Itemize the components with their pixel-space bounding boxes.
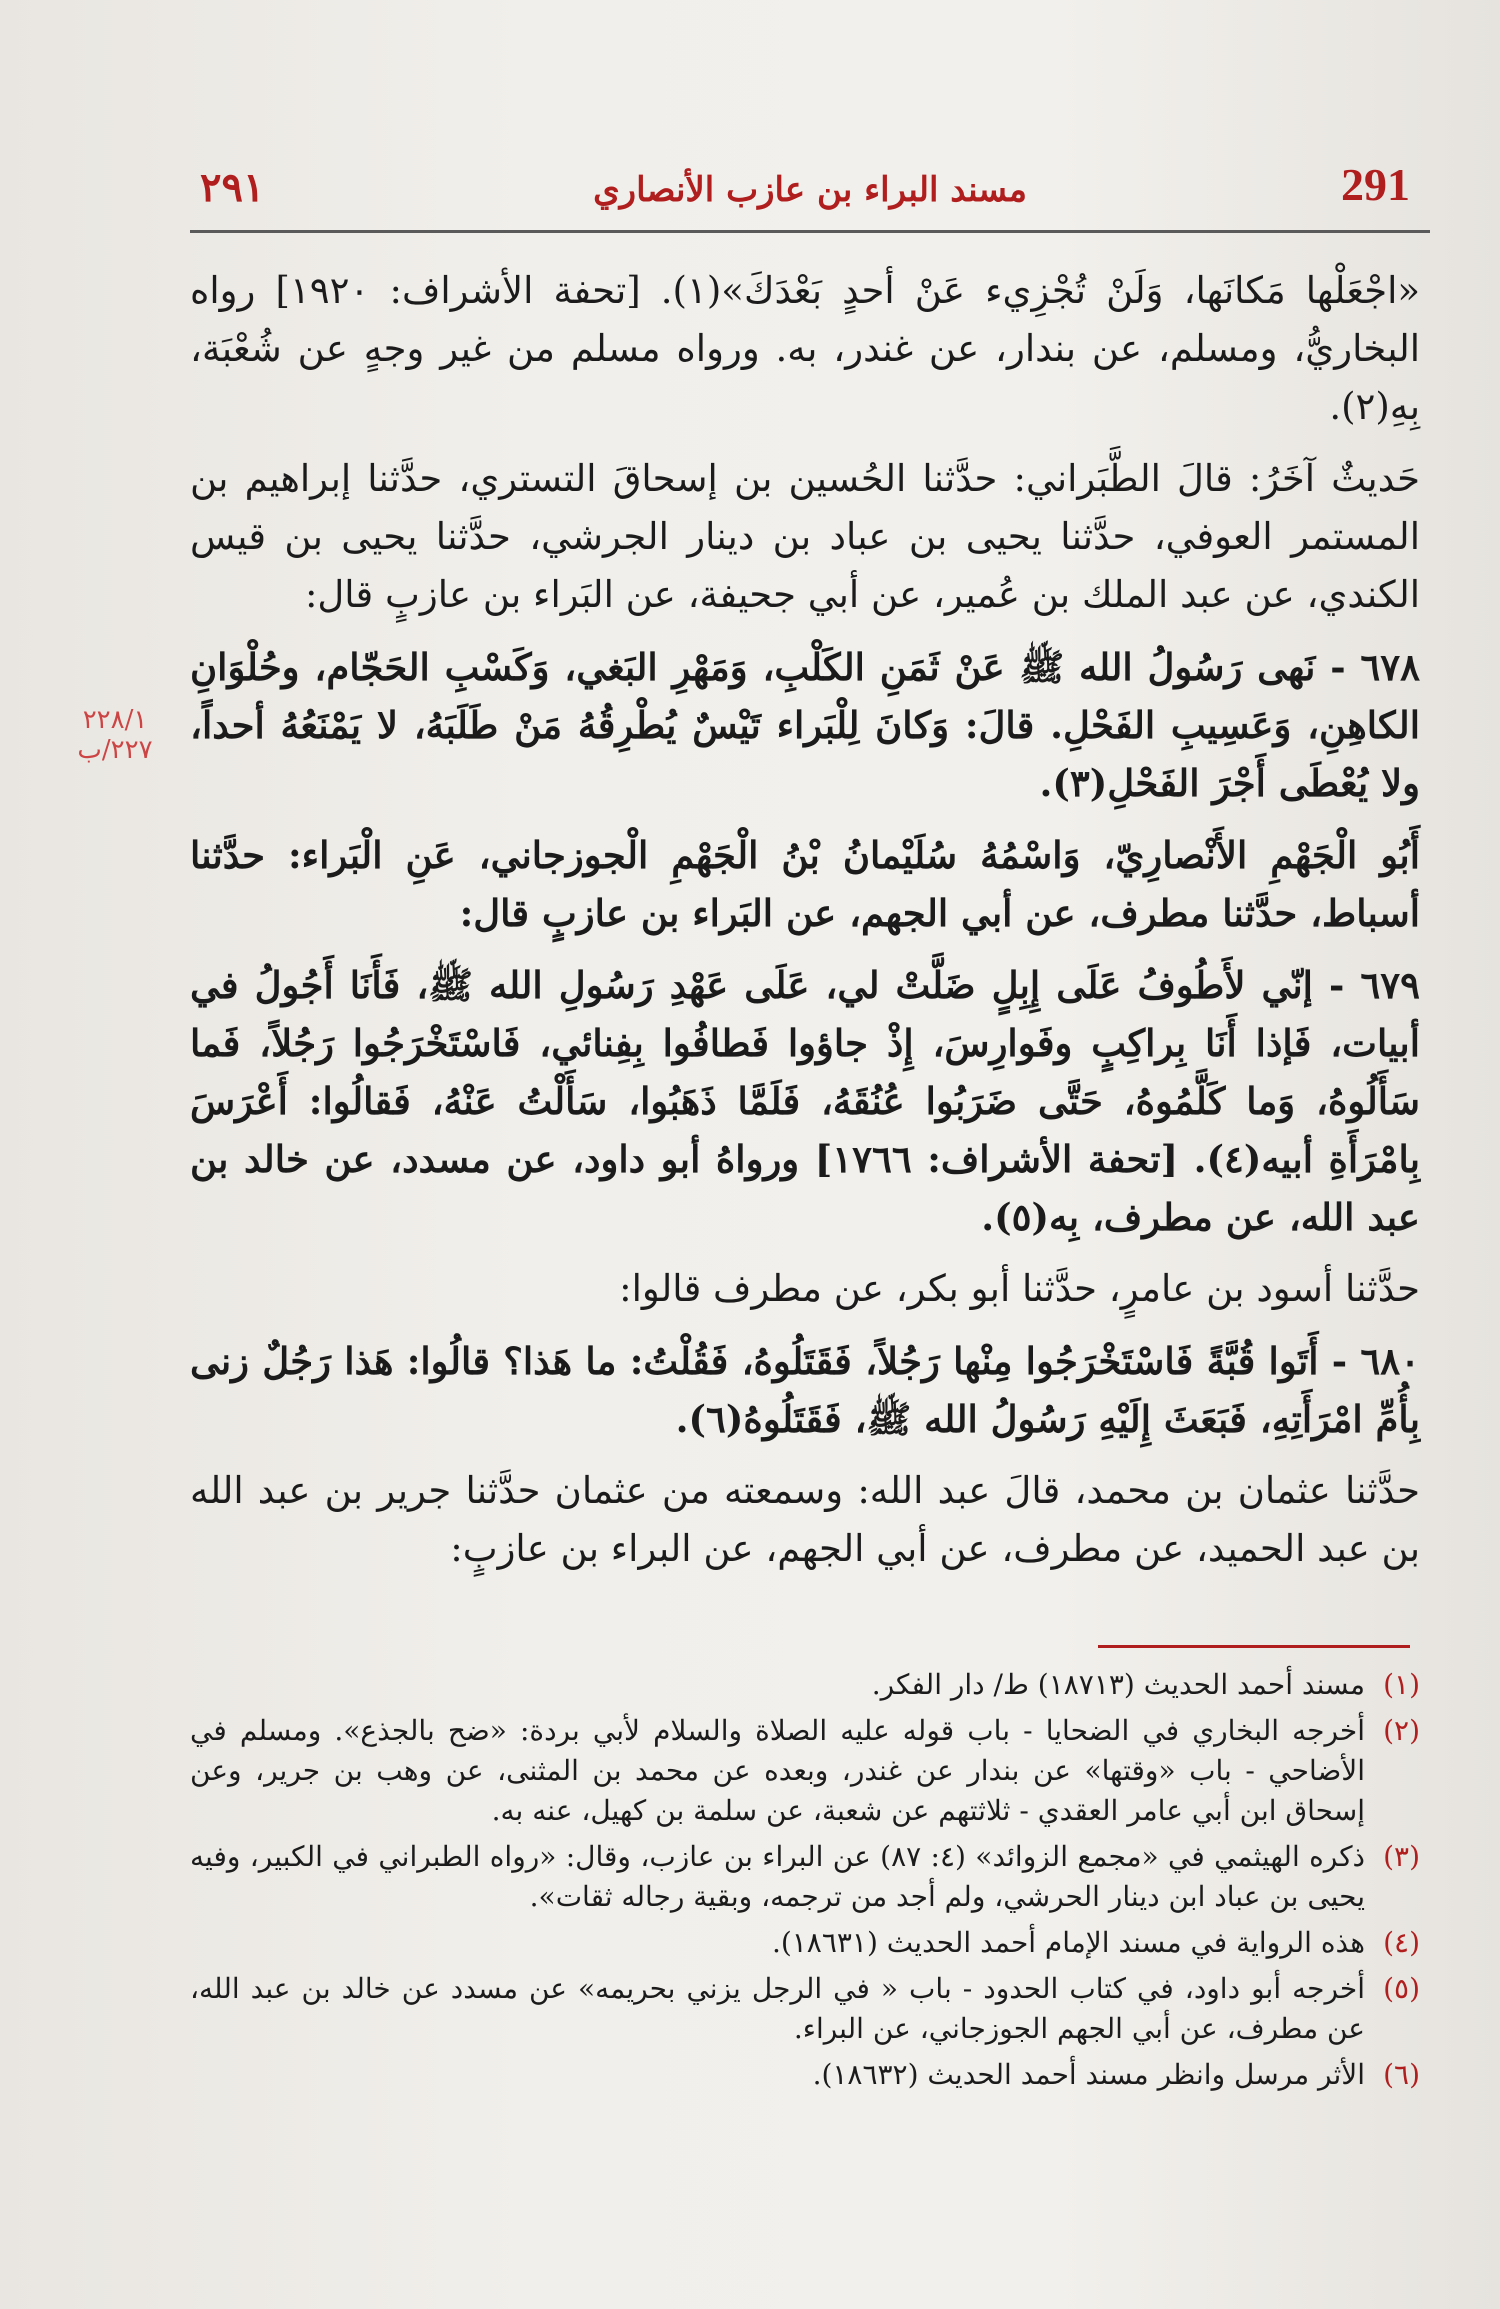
margin-note: ٢٢٨/١ ٢٢٧/ب — [77, 705, 153, 765]
footnote-text: الأثر مرسل وانظر مسند أحمد الحديث (١٨٦٣٢). — [812, 2058, 1365, 2091]
footnote — [190, 1837, 1420, 1917]
footnote-divider — [1098, 1645, 1410, 1648]
footnote-number: (٣) — [1383, 1840, 1420, 1873]
footnote-number: (٢) — [1383, 1714, 1420, 1747]
footnotes — [190, 1665, 1420, 2101]
paragraph: حدَّثنا أسود بن عامرٍ، حدَّثنا أبو بكر، عن مطرف قالوا: — [619, 1267, 1420, 1310]
footnote-text: أخرجه أبو داود، في كتاب الحدود - باب « في الرجل يزني بحريمه» عن مسدد عن خالد بن عبد الله، عن مطرف، عن أبي الجهم الجوزجاني، عن البراء. — [190, 1972, 1365, 2045]
footnote — [190, 1923, 1420, 1963]
footnote-text: هذه الرواية في مسند الإمام أحمد الحديث (١٨٦٣١). — [771, 1926, 1365, 1959]
hadith-680: ٦٨٠ - أَتَوا قُبَّةً فَاسْتَخْرَجُوا مِنْها رَجُلاً، فَقَتَلُوهُ، فَقُلْتُ: ما هَذا؟ قالُوا: هَذا رَجُلٌ زنى بِأُمِّ امْرَأَتِهِ، فَبَعَثَ إِلَيْهِ رَسُولُ الله ﷺ، فَقَتَلُوهُ(٦). — [190, 1339, 1420, 1441]
footnote-number: (٦) — [1383, 2058, 1420, 2091]
page-header — [190, 150, 1430, 233]
chapter-heading: أَبُو الْجَهْمِ الأَنْصارِيّ، وَاسْمُهُ سُلَيْمانُ بْنُ الْجَهْمِ الْجوزجاني، عَنِ الْبَراء: حدَّثنا أسباط، حدَّثنا مطرف، عن أبي الجهم، عن البَراء بن عازبٍ قال: — [190, 833, 1420, 935]
paragraph: حَديثٌ آخَرُ: قالَ الطَّبَراني: حدَّثنا الحُسين بن إسحاقَ التستري، حدَّثنا إبراهيم بن المستمر العوفي، حدَّثنا يحيى بن عباد بن دينار الجرشي، حدَّثنا يحيى بن قيس الكندي، عن عبد الملك بن عُمير، عن أبي جحيفة، عن البَراء بن عازبٍ قال: — [190, 457, 1420, 616]
footnote-text: ذكره الهيثمي في «مجمع الزوائد» (٤: ٨٧) عن البراء بن عازب، وقال: «رواه الطبراني في الكبير، وفيه يحيى بن عباد ابن دينار الحرشي، ولم أجد من ترجمه، وبقية رجاله ثقات». — [190, 1840, 1365, 1913]
hadith-679: ٦٧٩ - إنّي لأَطُوفُ عَلَى إِبِلٍ ضَلَّتْ لي، عَلَى عَهْدِ رَسُولِ الله ﷺ، فَأَنَا أَجُولُ في أبيات، فَإذا أَنَا بِراكِبٍ وفَوارِسَ، إِذْ جاؤوا فَطافُوا بِفِنائي، فَاسْتَخْرَجُوا رَجُلاً، فَما سَأَلُوهُ، وَما كَلَّمُوهُ، حَتَّى ضَرَبُوا عُنُقَهُ، فَلَمَّا ذَهَبُوا، سَأَلْتُ عَنْهُ، فَقالُوا: أَعْرَسَ بِامْرَأَةِ أبيه(٤). [تحفة الأشراف: ١٧٦٦] ورواهُ أبو داود، عن مسدد، عن خالد بن عبد الله، عن مطرف، بِه(٥). — [190, 963, 1421, 1239]
footnote-number: (١) — [1383, 1668, 1420, 1701]
main-text — [190, 262, 1420, 1592]
page-number-arabic: ٢٩١ — [200, 164, 265, 211]
footnote-number: (٥) — [1383, 1972, 1420, 2005]
footnote — [190, 1711, 1420, 1831]
paragraph: «اجْعَلْها مَكانَها، وَلَنْ تُجْزِيء عَنْ أحدٍ بَعْدَكَ»(١). [تحفة الأشراف: ١٩٢٠] رواه البخاريُّ، ومسلم، عن بندار، عن غندر، به. ورواه مسلم من غير وجهٍ عن شُعْبَة، بِهِ(٢). — [190, 269, 1420, 428]
footnote — [190, 1665, 1420, 1705]
footnote-text: أخرجه البخاري في الضحايا - باب قوله عليه الصلاة والسلام لأبي بردة: «ضح بالجذع». ومسلم في الأضاحي - باب «وقتها» عن بندار عن غندر، وبعده عن محمد بن المثنى، عن وهب بن جرير، وعن إسحاق ابن أبي عامر العقدي - ثلاثتهم عن شعبة، عن سلمة بن كهيل، عنه به. — [190, 1714, 1365, 1827]
footnote — [190, 2055, 1420, 2095]
hadith-678: ٦٧٨ - نَهى رَسُولُ الله ﷺ عَنْ ثَمَنِ الكَلْبِ، وَمَهْرِ البَغي، وَكَسْبِ الحَجّام، وحُلْوَانِ الكاهِنِ، وَعَسِيبِ الفَحْلِ. قالَ: وَكانَ لِلْبَراء تَيْسٌ يُطْرِقُهُ مَنْ طَلَبَهُ، لا يَمْنَعُهُ أحداً، ولا يُعْطَى أَجْرَ الفَحْلِ(٣). — [190, 645, 1420, 805]
footnote — [190, 1969, 1420, 2049]
page-number-latin: 291 — [1341, 159, 1410, 210]
paragraph: حدَّثنا عثمان بن محمد، قالَ عبد الله: وسمعته من عثمان حدَّثنا جرير بن عبد الله بن عبد الحميد، عن مطرف، عن أبي الجهم، عن البراء بن عازبٍ: — [190, 1469, 1420, 1570]
footnote-number: (٤) — [1383, 1926, 1420, 1959]
footnote-text: مسند أحمد الحديث (١٨٧١٣) ط/ دار الفكر. — [871, 1668, 1365, 1701]
running-title: مسند البراء بن عازب الأنصاري — [593, 170, 1027, 210]
